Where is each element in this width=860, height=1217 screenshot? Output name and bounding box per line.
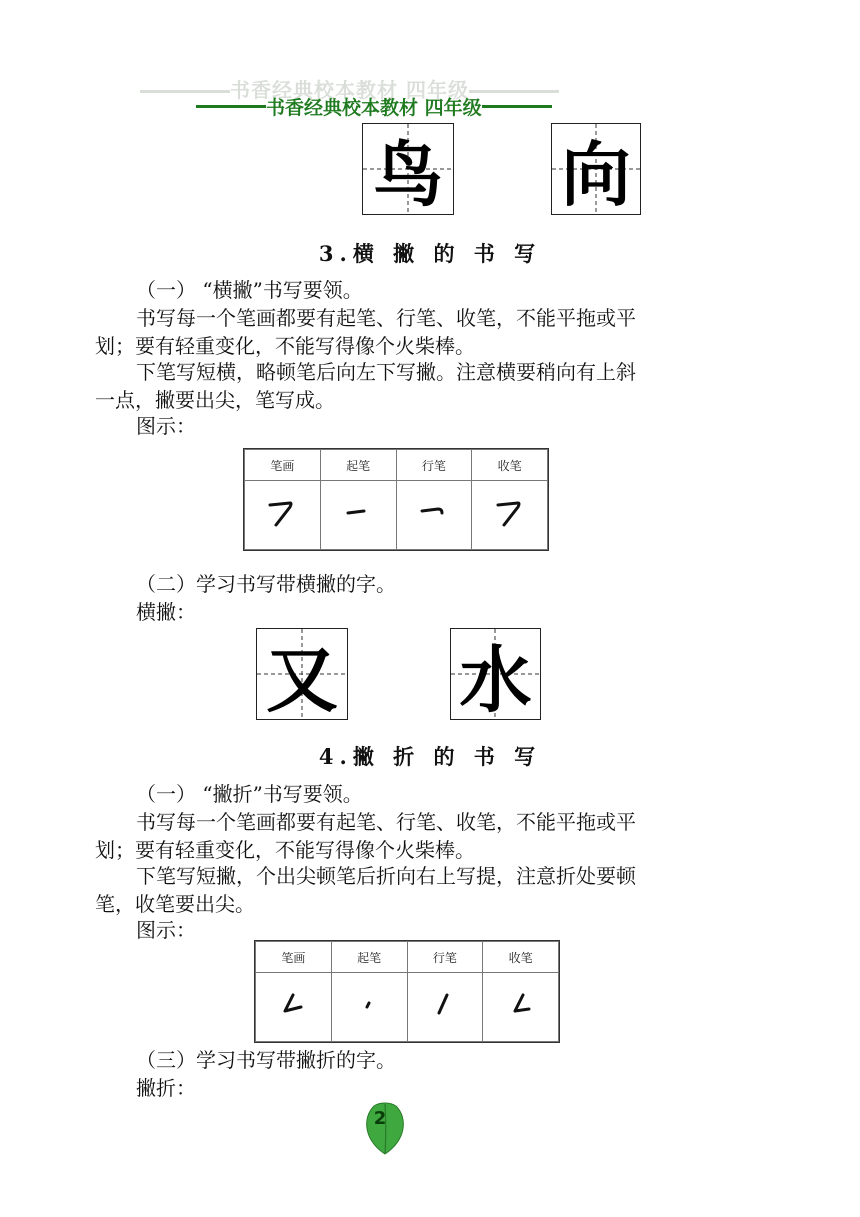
section3-diagram-label: 图示： (136, 414, 196, 438)
section4-diagram-label: 图示： (136, 918, 196, 942)
grid-char: 水 (459, 638, 532, 722)
grid-char-box (551, 123, 641, 215)
grid-char: 又 (265, 638, 338, 722)
section3-para1-l2: 划；要有轻重变化，不能写得像个火柴棒。 (95, 334, 475, 358)
header-shadow-text: 书香经典校本教材 四年级 (230, 78, 469, 102)
table-header-cell: 行笔 (396, 450, 472, 481)
table-header-cell: 起笔 (320, 450, 396, 481)
table-header-cell: 笔画 (245, 450, 321, 481)
stroke-diagram-table (254, 940, 560, 1043)
stroke-full-image (245, 481, 321, 550)
grid-char: 向 (561, 133, 631, 216)
stroke-middle-image (396, 481, 472, 550)
section4-sub1: （一） “撇折”书写要领。 (136, 782, 363, 806)
stroke-middle-image (407, 973, 483, 1042)
section4-para2-l1: 下笔写短撇，个出尖顿笔后折向右上写提，注意折处要顿 (136, 864, 636, 888)
section4-label: 撇折： (136, 1076, 196, 1100)
table-header-cell: 收笔 (483, 942, 559, 973)
section3-para2-l1: 下笔写短横，略顿笔后向左下写撇。注意横要稍向有上斜 (136, 360, 636, 384)
stroke-end-image (483, 973, 559, 1042)
section3-label: 横撇： (136, 600, 196, 624)
section3-sub2: （二）学习书写带横撇的字。 (136, 572, 396, 596)
section4-para2-l2: 笔，收笔要出尖。 (95, 892, 255, 916)
stroke-diagram-table (243, 448, 549, 551)
stroke-start-image (331, 973, 407, 1042)
section4-para1-l2: 划；要有轻重变化，不能写得像个火柴棒。 (95, 838, 475, 862)
section3-para1-l1: 书写每一个笔画都要有起笔、行笔、收笔，不能平拖或平 (136, 306, 636, 330)
grid-char-box (362, 123, 454, 215)
header (196, 92, 576, 120)
section3-heading: 3.横 撇 的 书 写 (318, 241, 542, 266)
grid-char: 鸟 (373, 133, 443, 216)
table-header-cell: 起笔 (331, 942, 407, 973)
grid-char-box (450, 628, 541, 720)
table-header-cell: 收笔 (472, 450, 548, 481)
table-header-cell: 笔画 (256, 942, 332, 973)
stroke-start-image (320, 481, 396, 550)
stroke-full-image (256, 973, 332, 1042)
section3-sub1: （一） “横撇”书写要领。 (136, 278, 363, 302)
stroke-end-image (472, 481, 548, 550)
table-header-cell: 行笔 (407, 942, 483, 973)
grid-char-box (256, 628, 348, 720)
page-number: 2 (373, 1108, 387, 1129)
section4-sub3: （三）学习书写带撇折的字。 (136, 1048, 396, 1072)
section4-para1-l1: 书写每一个笔画都要有起笔、行笔、收笔，不能平拖或平 (136, 810, 636, 834)
section4-heading: 4.撇 折 的 书 写 (318, 744, 542, 769)
section3-para2-l2: 一点，撇要出尖，笔写成。 (95, 388, 335, 412)
header-title: 书香经典校本教材 四年级 (266, 96, 482, 119)
